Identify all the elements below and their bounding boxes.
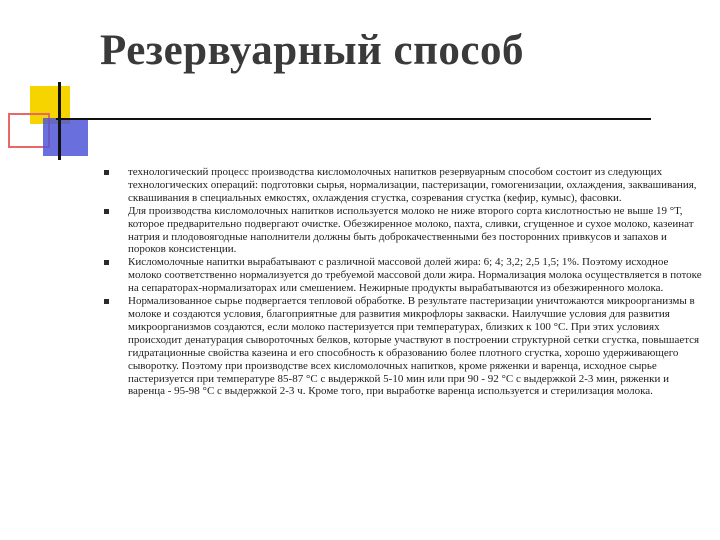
paragraph-text: Кисломолочные напитки вырабатывают с различной массовой долей жира: 6; 4; 3,2; 2,5 1,5; 1%. Поэтому исходное молоко соответственно нормализуется до требуемой массовой доли жира. Нормализация молока осуществляется в потоке на сепараторах-нормализаторах или смешением. Нежирные продукты вырабатываются из обезжиренного молока. [128,256,702,295]
paragraph-3 [104,256,704,295]
title-underline [56,118,651,120]
bullet-square-icon [104,209,109,214]
paragraph-4 [104,295,704,398]
paragraph-1 [104,166,704,205]
slide-title: Резервуарный способ [100,27,524,74]
paragraph-text: Для производства кисломолочных напитков используется молоко не ниже второго сорта кислотностью не выше 19 °Т, которое предварительно подвергают очистке. Обезжиренное молоко, пахта, сливки, сгущенное и сухое молоко, казеинат натрия и плодовоягодные наполнители должны быть доброкачественными без посторонних привкусов и запахов и пороков консистенции. [128,204,694,256]
paragraph-2 [104,205,704,257]
bullet-square-icon [104,170,109,175]
decorative-vertical-line [58,82,61,160]
decorative-blue-square [43,118,88,156]
bullet-square-icon [104,260,109,265]
bullet-square-icon [104,299,109,304]
slide-body [104,166,704,398]
paragraph-text: технологический процесс производства кисломолочных напитков резервуарным способом состоит из следующих технологических операций: подготовки сырья, нормализации, пастеризации, гомогенизации, охлаждения, заквашивания, сквашивания в специальных емкостях, охлаждения сгустка, созревания сгустка (кефир, кумыс), фасовки. [128,166,697,204]
paragraph-text: Нормализованное сырье подвергается тепловой обработке. В результате пастеризации уничтожаются микроорганизмы в молоке и создаются условия, благоприятные для развития микрофлоры закваски. Наилучшие условия для развития микроорганизмов создаются, если молоко пастеризуется при температурах, близких к 100 °С. При этих условиях происходит денатурация сывороточных белков, которые участвуют в построении структурной сетки сгустка, повышается гидратационные свойства казеина и его способность к образованию более плотного сгустка, хорошо удерживающего сыворотку. Поэтому при производстве всех кисломолочных напитков, кроме ряженки и варенца, исходное сырье пастеризуется при температуре 85-87 °С с выдержкой 5-10 мин или при 90 - 92 °С с выдержкой 2-3 мин, ряженки и варенца - 95-98 °С с выдержкой 2-3 ч. Кроме того, при выработке варенца используется и стерилизация молока. [128,295,700,398]
